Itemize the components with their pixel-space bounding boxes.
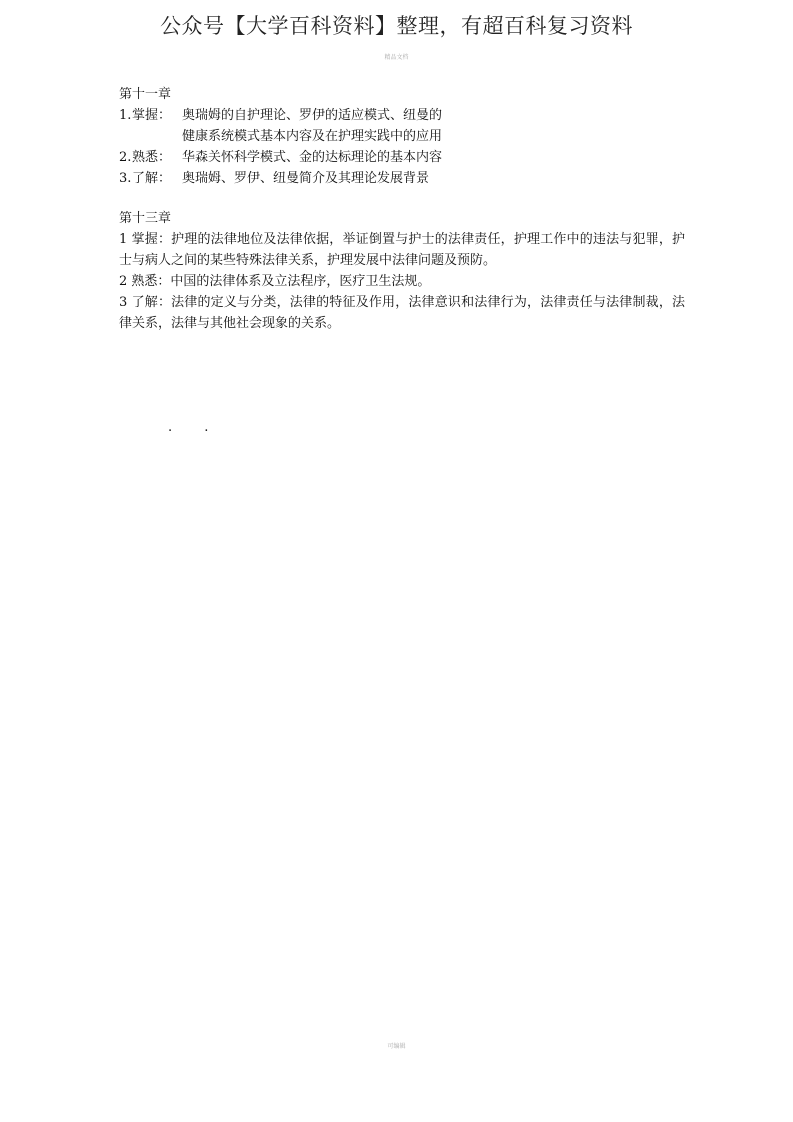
chapter-13-title: 第十三章 (119, 211, 172, 226)
item-label: 了解： (132, 171, 172, 186)
chapter-13-familiar: 2 熟悉：中国的法律体系及立法程序，医疗卫生法规。 (119, 274, 431, 289)
chapter-13-master: 1 掌握：护理的法律地位及法律依据，举证倒置与护士的法律责任，护理工作中的违法与犯罪，护士与病人之间的某些特殊法律关系，护理发展中法律问题及预防。 (119, 232, 685, 268)
item-number: 3. (119, 171, 132, 186)
item-text: 奥瑞姆的自护理论、罗伊的适应模式、纽曼的健康系统模式基本内容及在护理实践中的应用 (182, 108, 443, 144)
section-gap (119, 189, 689, 208)
item-text: 奥瑞姆、罗伊、纽曼简介及其理论发展背景 (182, 171, 430, 186)
header-label: 精品文档 (384, 54, 409, 61)
chapter-11-item-2 (119, 147, 689, 168)
chapter-13-understand: 3 了解：法律的定义与分类，法律的特征及作用，法律意识和法律行为，法律责任与法律制裁，法律关系，法律与其他社会现象的关系。 (119, 295, 685, 331)
footer-label: 可编辑 (387, 1043, 406, 1050)
item-text: 华森关怀科学模式、金的达标理论的基本内容 (182, 150, 443, 165)
item-number: 2. (119, 150, 132, 165)
document-body (119, 84, 689, 334)
item-label: 熟悉： (132, 150, 172, 165)
chapter-11-item-1 (119, 105, 689, 147)
chapter-11-item-3 (119, 168, 689, 189)
trailing-dots: . . (168, 420, 223, 435)
item-label: 掌握： (132, 108, 172, 123)
item-number: 1. (119, 108, 132, 123)
chapter-11-title: 第十一章 (119, 87, 172, 102)
page-banner: 公众号【大学百科资料】整理，有超百科复习资料 (160, 14, 633, 38)
